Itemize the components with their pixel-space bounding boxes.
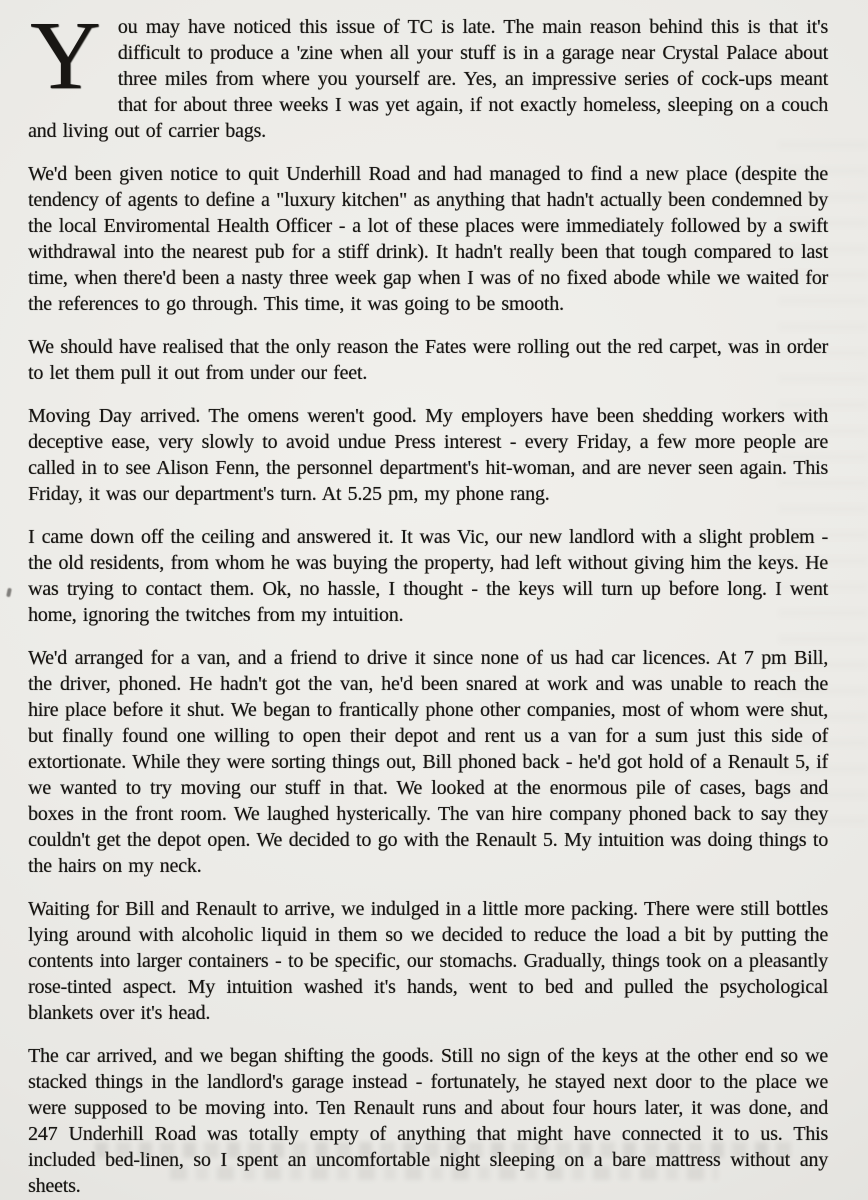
paragraph-8: The car arrived, and we began shifting the goods. Still no sign of the keys at the other end so we stacked things in the landlord's garage instead - fortunately, he stayed next door to the place we were supposed to be moving into. Ten Renault runs and about four hours later, it was done, and 247 Underhill Road was totally empty of anything that might have connected it to us. This included bed-linen, so I spent an uncomfortable night sleeping on a bare mattress without any sheets.: [28, 1045, 828, 1197]
drop-cap-letter: Y: [30, 2, 101, 110]
paragraph-1: [28, 2, 828, 144]
paragraph-2: We'd been given notice to quit Underhill Road and had managed to find a new place (despite the tendency of agents to define a "luxury kitchen" as anything that hadn't actually been condemned by the local Enviromental Health Officer - a lot of these places were immediately followed by a swift withdrawal into the nearest pub for a stiff drink). It hadn't really been that tough compared to last time, when there'd been a nasty three week gap when I was of no fixed abode while we waited for the references to go through. This time, it was going to be smooth.: [28, 163, 828, 315]
paragraph-3: We should have realised that the only reason the Fates were rolling out the red carpet, was in order to let them pull it out from under our feet.: [28, 336, 828, 384]
paragraph-6: We'd arranged for a van, and a friend to drive it since none of us had car licences. At 7 pm Bill, the driver, phoned. He hadn't got the van, he'd been snared at work and was unable to reach the hire place before it shut. We began to frantically phone other companies, most of whom were shut, but finally found one willing to open their depot and rent us a van for a sum just this side of extortionate. While they were sorting things out, Bill phoned back - he'd got hold of a Renault 5, if we wanted to try moving our stuff in that. We looked at the enormous pile of cases, bags and boxes in the front room. We laughed hysterically. The van hire company phoned back to say they couldn't get the depot open. We decided to go with the Renault 5. My intuition was doing things to the hairs on my neck.: [28, 647, 828, 877]
paragraph-4: Moving Day arrived. The omens weren't good. My employers have been shedding workers with deceptive ease, very slowly to avoid undue Press interest - every Friday, a few more people are called in to see Alison Fenn, the personnel department's hit-woman, and are never seen again. This Friday, it was our department's turn. At 5.25 pm, my phone rang.: [28, 405, 828, 505]
paragraph-7: Waiting for Bill and Renault to arrive, we indulged in a little more packing. There were still bottles lying around with alcoholic liquid in them so we decided to reduce the load a bit by putting the contents into larger containers - to be specific, our stomachs. Gradually, things took on a pleasantly rose-tinted aspect. My intuition washed it's hands, went to bed and pulled the psychological blankets over it's head.: [28, 898, 828, 1024]
paragraph-5: I came down off the ceiling and answered it. It was Vic, our new landlord with a slight problem - the old residents, from whom he was buying the property, had left without giving him the keys. He was trying to contact them. Ok, no hassle, I thought - the keys will turn up before long. I went home, ignoring the twitches from my intuition.: [28, 526, 828, 626]
paragraph-1-text: ou may have noticed this issue of TC is late. The main reason behind this is that it's difficult to produce a 'zine when all your stuff is in a garage near Crystal Palace about three miles from where you yourself are. Yes, an impressive series of cock-ups meant that for about three weeks I was yet again, if not exactly homeless, sleeping on a couch and living out of carrier bags.: [28, 16, 828, 142]
scan-speck: [6, 588, 12, 598]
